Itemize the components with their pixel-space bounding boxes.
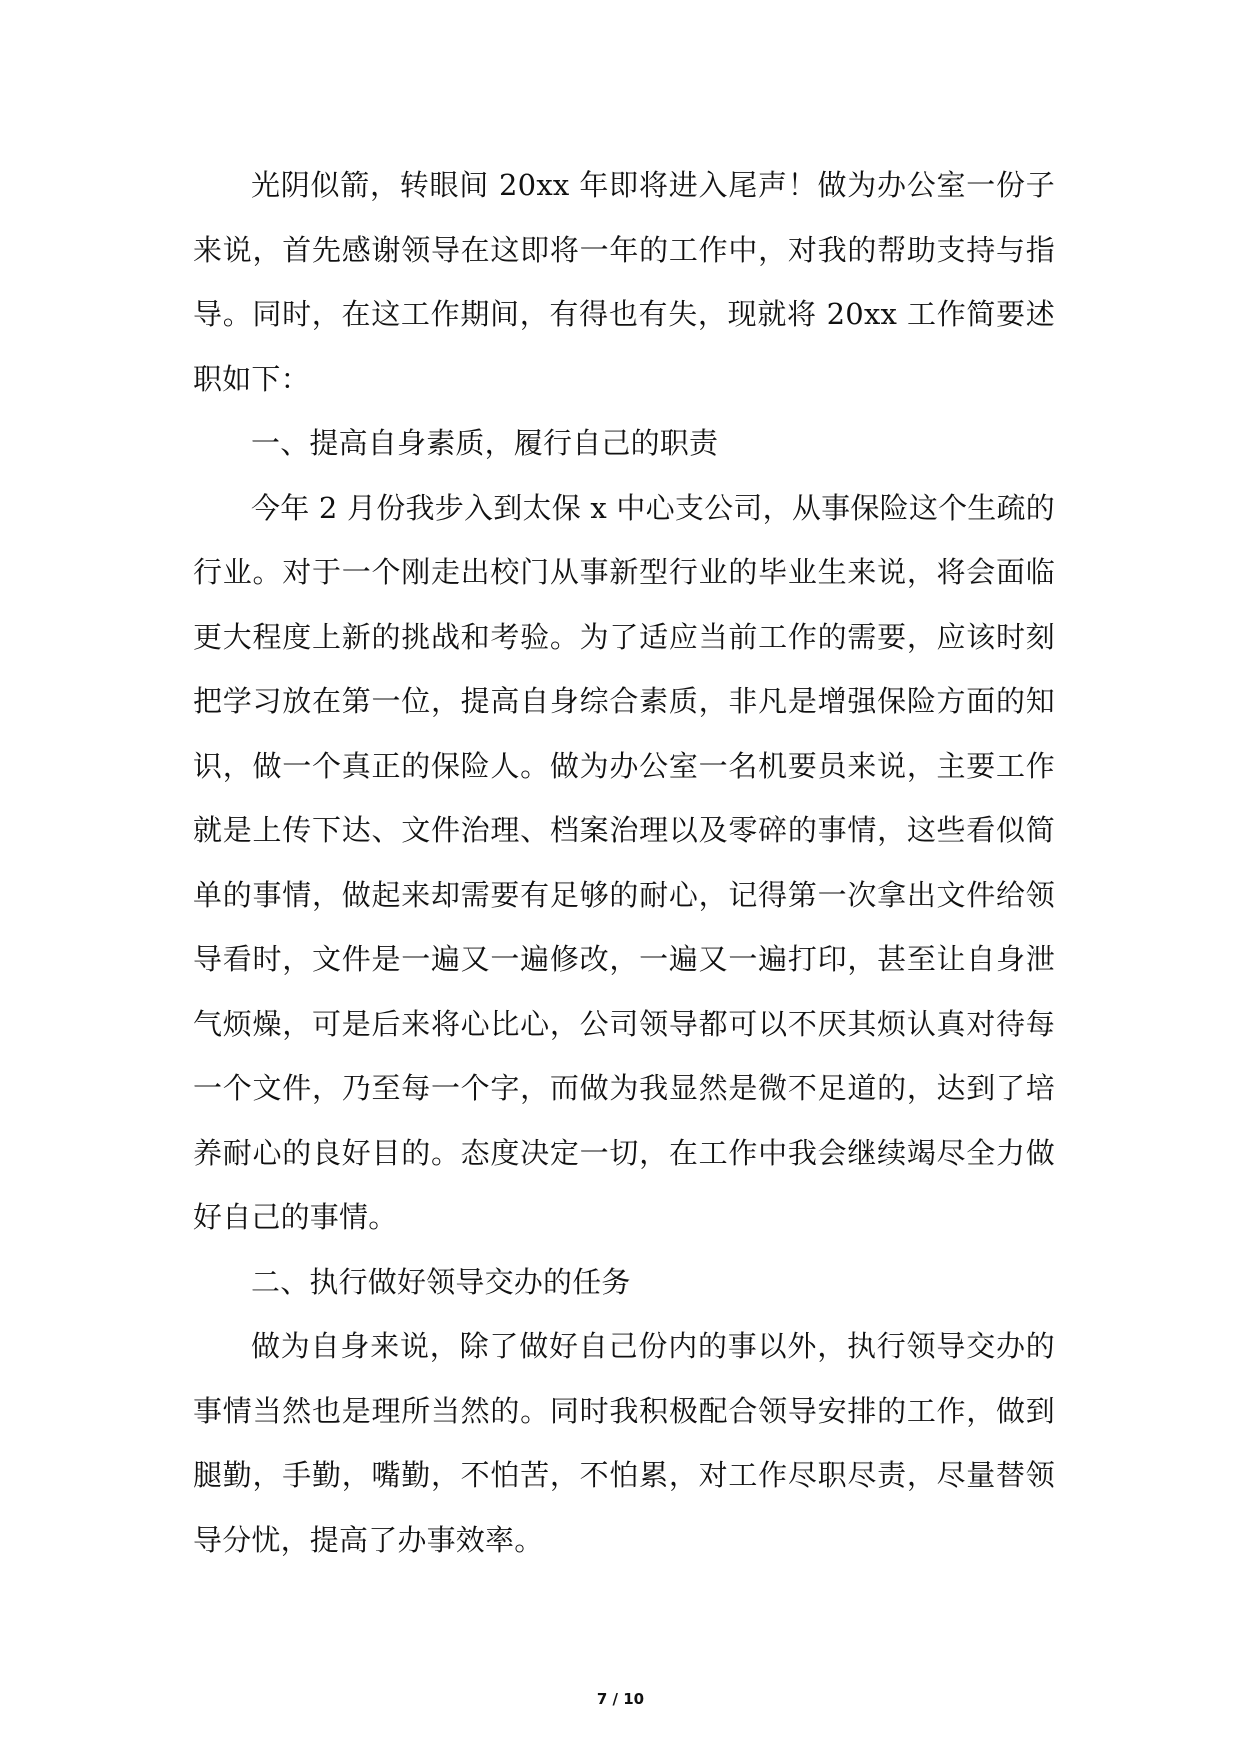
paragraph-intro: 光阴似箭，转眼间 20xx 年即将进入尾声！做为办公室一份子来说，首先感谢领导在这即将一年的工作中，对我的帮助支持与指导。同时，在这工作期间，有得也有失，现就将 20xx 工作简要述职如下： xyxy=(193,168,1055,396)
document-body xyxy=(193,153,1055,1572)
paragraph-section-1: 今年 2 月份我步入到太保 x 中心支公司，从事保险这个生疏的行业。对于一个刚走出校门从事新型行业的毕业生来说，将会面临更大程度上新的挑战和考验。为了适应当前工作的需要，应该时刻把学习放在第一位，提高自身综合素质，非凡是增强保险方面的知识，做一个真正的保险人。做为办公室一名机要员来说，主要工作就是上传下达、文件治理、档案治理以及零碎的事情，这些看似简单的事情，做起来却需要有足够的耐心，记得第一次拿出文件给领导看时，文件是一遍又一遍修改，一遍又一遍打印，甚至让自身泄气烦燥，可是后来将心比心，公司领导都可以不厌其烦认真对待每一个文件，乃至每一个字，而做为我显然是微不足道的，达到了培养耐心的良好目的。态度决定一切，在工作中我会继续竭尽全力做好自己的事情。 xyxy=(193,490,1055,1234)
page-number: 7 / 10 xyxy=(596,1690,645,1708)
section-heading-2: 二、执行做好领导交办的任务 xyxy=(251,1264,631,1299)
section-heading-1: 一、提高自身素质，履行自己的职责 xyxy=(251,426,719,460)
paragraph-section-2: 做为自身来说，除了做好自己份内的事以外，执行领导交办的事情当然也是理所当然的。同时我积极配合领导安排的工作，做到腿勤，手勤，嘴勤，不怕苦，不怕累，对工作尽职尽责，尽量替领导分忧，提高了办事效率。 xyxy=(193,1329,1055,1557)
